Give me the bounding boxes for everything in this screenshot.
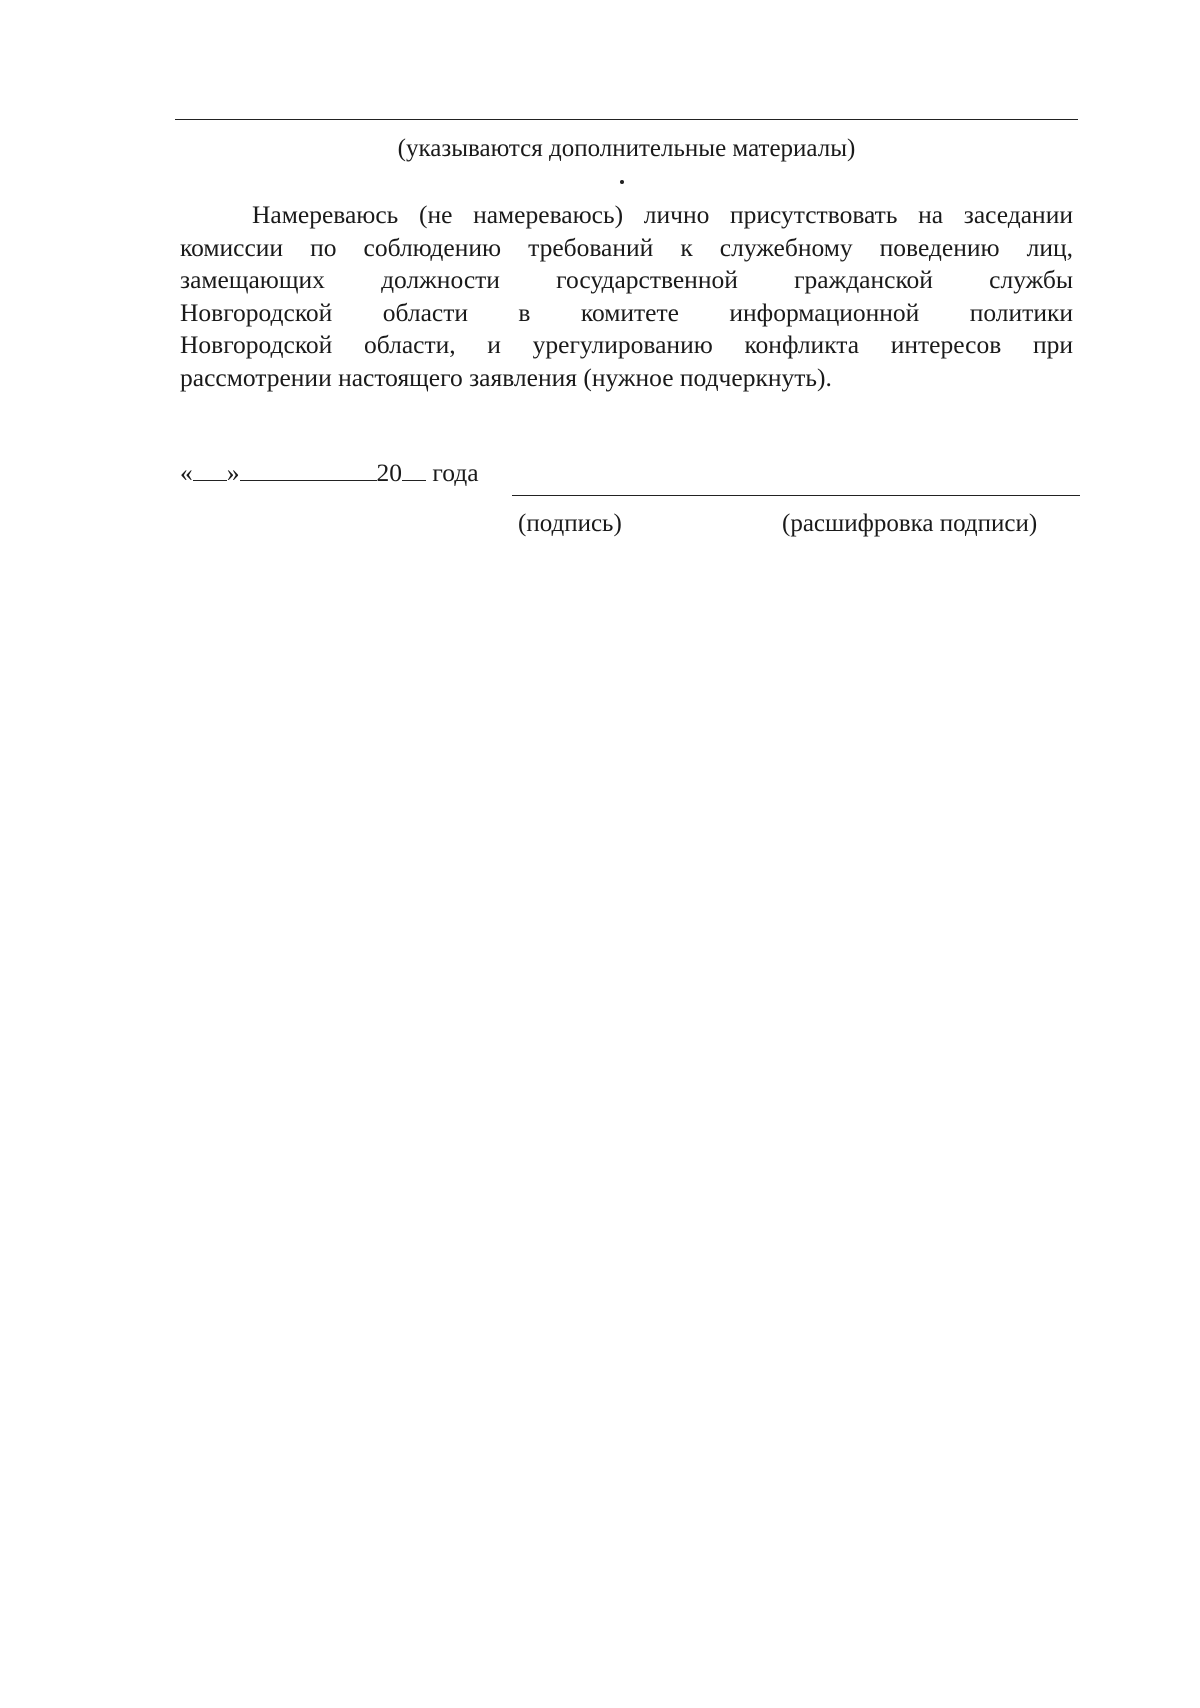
materials-underline <box>175 119 1078 120</box>
paragraph-line: Новгородской области в комитете информационной политики <box>180 297 1073 327</box>
day-blank[interactable] <box>193 456 227 481</box>
paragraph-line: комиссии по соблюдению требований к служебному поведению лиц, <box>180 232 1073 262</box>
date-line <box>180 456 479 488</box>
paragraph-line: замещающих должности государственной гражданской службы <box>180 265 1073 294</box>
year-suffix: года <box>432 458 479 487</box>
signature-caption: (подпись) <box>518 510 622 537</box>
paragraph-line: Намереваюсь (не намереваюсь) лично присутствовать на заседании <box>252 200 1073 229</box>
signature-decoding-caption: (расшифровка подписи) <box>782 510 1038 537</box>
date-open-quote: « <box>180 458 193 487</box>
month-blank[interactable] <box>240 456 377 481</box>
year-prefix: 20 <box>376 458 402 487</box>
date-close-quote: » <box>226 458 240 487</box>
signature-line[interactable] <box>512 495 1080 496</box>
materials-caption: (указываются дополнительные материалы) <box>397 135 856 162</box>
dot-mark <box>620 180 624 184</box>
paragraph-line: рассмотрении настоящего заявления (нужное подчеркнуть). <box>180 362 832 392</box>
attendance-paragraph <box>180 199 1073 394</box>
year-blank[interactable] <box>402 456 426 481</box>
paragraph-line: Новгородской области, и урегулированию конфликта интересов при <box>180 330 1073 359</box>
